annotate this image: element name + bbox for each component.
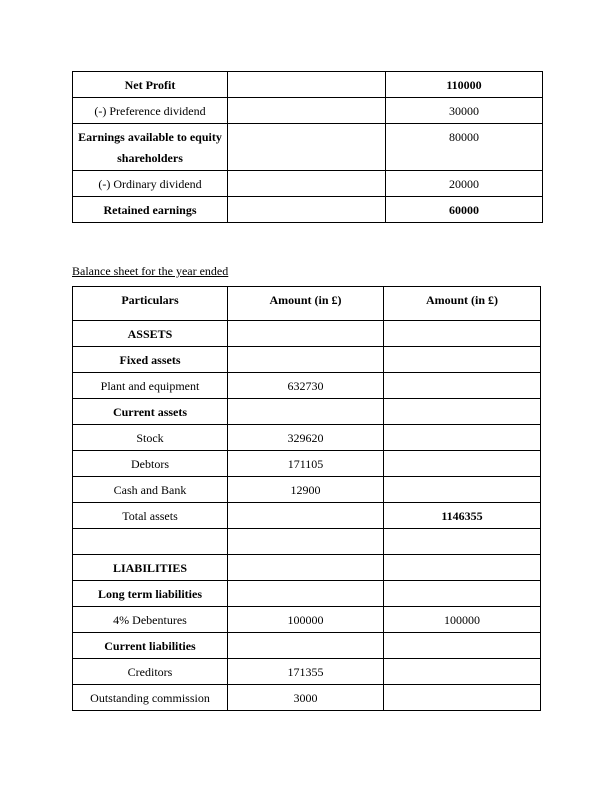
- row-amount-1: 12900: [228, 477, 384, 503]
- row-mid: [228, 98, 386, 124]
- row-amount-2: 1146355: [384, 503, 541, 529]
- balance-sheet-table: [72, 286, 541, 711]
- row-amount-1: 171105: [228, 451, 384, 477]
- table-row: [73, 659, 541, 685]
- row-label: Retained earnings: [73, 197, 228, 223]
- row-amount-1: [228, 633, 384, 659]
- row-label: Fixed assets: [73, 347, 228, 373]
- row-amount-1: [228, 503, 384, 529]
- row-amount-2: [384, 321, 541, 347]
- row-amount-1: [228, 529, 384, 555]
- row-amount-1: [228, 321, 384, 347]
- row-amount-2: [384, 529, 541, 555]
- row-label: Net Profit: [73, 72, 228, 98]
- row-amount-1: [228, 399, 384, 425]
- row-amount-1: [228, 581, 384, 607]
- row-amount-2: [384, 581, 541, 607]
- row-amount-2: [384, 425, 541, 451]
- table-row: [73, 477, 541, 503]
- header-amount-1: Amount (in £): [228, 287, 384, 321]
- header-amount-2: Amount (in £): [384, 287, 541, 321]
- table-row: [73, 321, 541, 347]
- row-value: 60000: [386, 197, 543, 223]
- row-label: Cash and Bank: [73, 477, 228, 503]
- row-label: Total assets: [73, 503, 228, 529]
- row-mid: [228, 197, 386, 223]
- row-amount-1: 100000: [228, 607, 384, 633]
- row-amount-1: 329620: [228, 425, 384, 451]
- table-row: [73, 425, 541, 451]
- table-row: [73, 581, 541, 607]
- row-label: Debtors: [73, 451, 228, 477]
- row-label: ASSETS: [73, 321, 228, 347]
- row-label: Long term liabilities: [73, 581, 228, 607]
- row-amount-2: 100000: [384, 607, 541, 633]
- row-amount-2: [384, 399, 541, 425]
- table-row: [73, 555, 541, 581]
- balance-sheet-caption: Balance sheet for the year ended: [72, 264, 229, 278]
- table-row: [73, 124, 543, 171]
- row-value: 80000: [386, 124, 543, 171]
- row-label: Outstanding commission: [73, 685, 228, 711]
- row-label: 4% Debentures: [73, 607, 228, 633]
- row-label: (-) Ordinary dividend: [73, 171, 228, 197]
- row-mid: [228, 72, 386, 98]
- row-label: Current assets: [73, 399, 228, 425]
- table-row: [73, 503, 541, 529]
- table-row: [73, 399, 541, 425]
- profit-appropriation-table: [72, 71, 543, 223]
- row-amount-1: 171355: [228, 659, 384, 685]
- table-row: [73, 98, 543, 124]
- row-label: [73, 529, 228, 555]
- row-amount-2: [384, 555, 541, 581]
- table-row: [73, 685, 541, 711]
- header-particulars: Particulars: [73, 287, 228, 321]
- table-header-row: [73, 287, 541, 321]
- row-amount-2: [384, 373, 541, 399]
- table-row: [73, 72, 543, 98]
- row-label: (-) Preference dividend: [73, 98, 228, 124]
- table-row: [73, 171, 543, 197]
- row-amount-2: [384, 659, 541, 685]
- row-label: Stock: [73, 425, 228, 451]
- table-row: [73, 373, 541, 399]
- row-value: 30000: [386, 98, 543, 124]
- table-row: [73, 529, 541, 555]
- row-label: Current liabilities: [73, 633, 228, 659]
- row-label: Earnings available to equity shareholders: [73, 124, 228, 171]
- row-amount-2: [384, 633, 541, 659]
- row-label: LIABILITIES: [73, 555, 228, 581]
- row-amount-2: [384, 347, 541, 373]
- table-row: [73, 197, 543, 223]
- table-row: [73, 633, 541, 659]
- row-amount-2: [384, 477, 541, 503]
- table-row: [73, 451, 541, 477]
- row-value: 110000: [386, 72, 543, 98]
- row-amount-1: [228, 555, 384, 581]
- row-amount-1: [228, 347, 384, 373]
- table-row: [73, 607, 541, 633]
- table-row: [73, 347, 541, 373]
- row-label: Creditors: [73, 659, 228, 685]
- row-value: 20000: [386, 171, 543, 197]
- row-amount-1: 632730: [228, 373, 384, 399]
- row-label: Plant and equipment: [73, 373, 228, 399]
- row-mid: [228, 171, 386, 197]
- row-amount-1: 3000: [228, 685, 384, 711]
- row-amount-2: [384, 451, 541, 477]
- row-mid: [228, 124, 386, 171]
- row-amount-2: [384, 685, 541, 711]
